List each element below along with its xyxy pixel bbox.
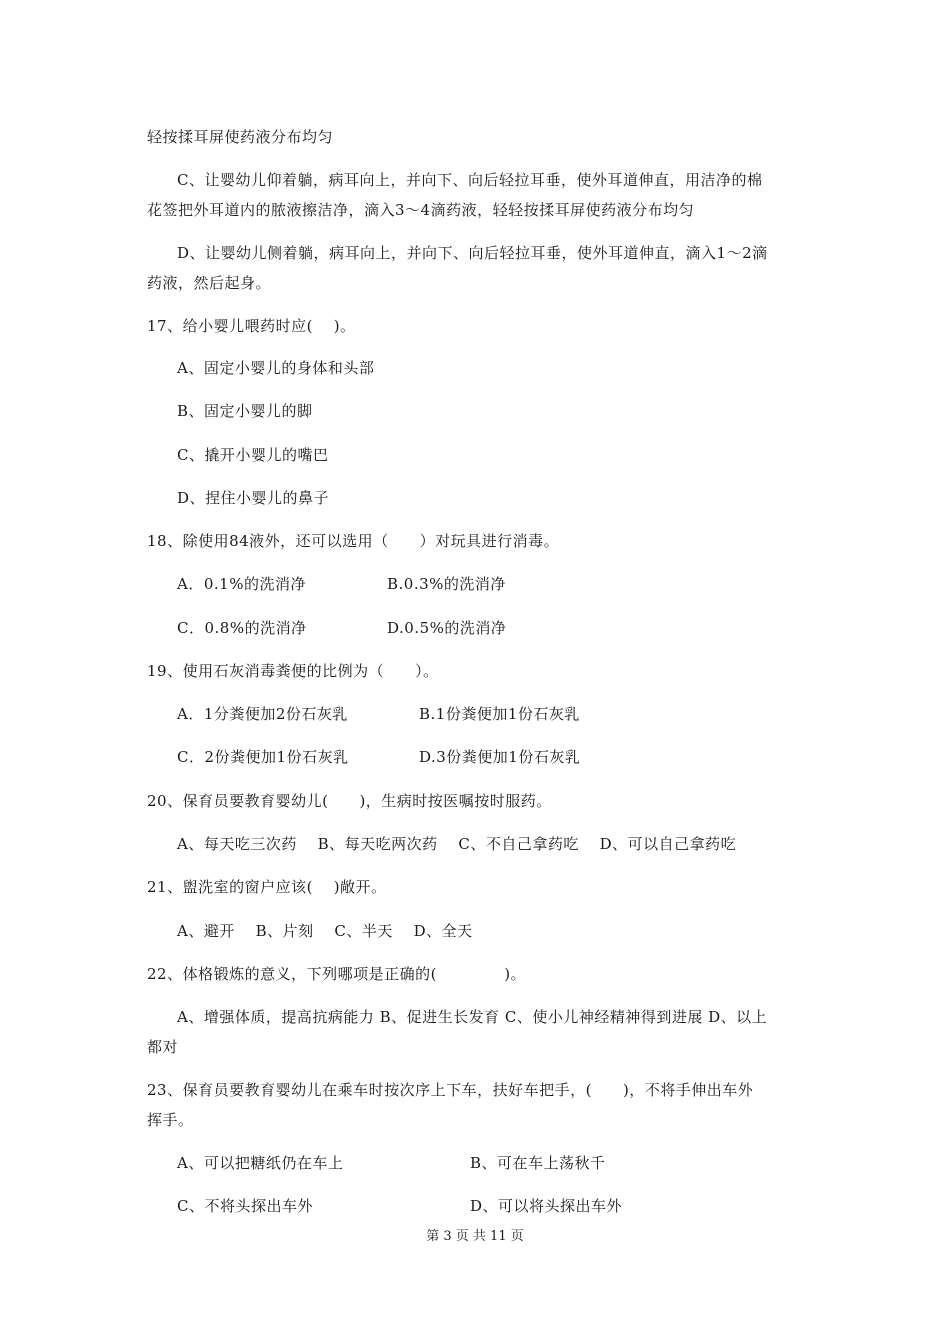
- q21-options: A、避开 B、片刻 C、半天 D、全天: [177, 922, 473, 940]
- question-19: 19、使用石灰消毒粪便的比例为（ ）。: [147, 662, 439, 680]
- question-21: 21、盥洗室的窗户应该( )敞开。: [147, 878, 387, 896]
- question-18: 18、除使用84液外，还可以选用（ ）对玩具进行消毒。: [147, 532, 560, 550]
- option-d-line-1: D、让婴幼儿侧着躺，病耳向上，并向下、向后轻拉耳垂，使外耳道伸直，滴入1～2滴: [177, 244, 768, 262]
- q23-option-b: B、可在车上荡秋千: [470, 1154, 606, 1172]
- q22-options-line-1: A、增强体质，提高抗病能力 B、促进生长发育 C、使小儿神经精神得到进展 D、以上: [177, 1008, 768, 1026]
- q17-option-c: C、撬开小婴儿的嘴巴: [177, 446, 329, 464]
- q19-option-a: A．1分粪便加2份石灰乳: [177, 705, 348, 723]
- option-c-line-1: C、让婴幼儿仰着躺，病耳向上，并向下、向后轻拉耳垂，使外耳道伸直，用洁净的棉: [177, 171, 763, 189]
- question-17: 17、给小婴儿喂药时应( )。: [147, 317, 356, 335]
- q19-option-d: D.3份粪便加1份石灰乳: [419, 748, 581, 766]
- q17-option-d: D、捏住小婴儿的鼻子: [177, 489, 330, 507]
- q22-options-line-2: 都对: [147, 1038, 179, 1056]
- q20-options: A、每天吃三次药 B、每天吃两次药 C、不自己拿药吃 D、可以自己拿药吃: [177, 835, 737, 853]
- q23-option-d: D、可以将头探出车外: [470, 1197, 623, 1215]
- q17-option-a: A、固定小婴儿的身体和头部: [177, 359, 375, 377]
- q23-option-c: C、不将头探出车外: [177, 1197, 313, 1215]
- q19-option-c: C．2份粪便加1份石灰乳: [177, 748, 349, 766]
- option-c-line-2: 花签把外耳道内的脓液擦洁净，滴入3～4滴药液，轻轻按揉耳屏使药液分布均匀: [147, 201, 695, 219]
- question-23-line-1: 23、保育员要教育婴幼儿在乘车时按次序上下车，扶好车把手，( )，不将手伸出车外: [147, 1081, 754, 1099]
- continuation-line: 轻按揉耳屏使药液分布均匀: [147, 128, 334, 146]
- page-footer: 第 3 页 共 11 页: [426, 1229, 524, 1244]
- q18-option-d: D.0.5%的洗消净: [387, 619, 507, 637]
- question-23-line-2: 挥手。: [147, 1111, 194, 1129]
- question-22: 22、体格锻炼的意义，下列哪项是正确的( )。: [147, 965, 527, 983]
- q18-option-c: C．0.8%的洗消净: [177, 619, 307, 637]
- option-d-line-2: 药液，然后起身。: [147, 274, 272, 292]
- q19-option-b: B.1份粪便加1份石灰乳: [419, 705, 580, 723]
- q17-option-b: B、固定小婴儿的脚: [177, 402, 313, 420]
- q18-option-b: B.0.3%的洗消净: [387, 575, 506, 593]
- q23-option-a: A、可以把糖纸仍在车上: [177, 1154, 344, 1172]
- q18-option-a: A．0.1%的洗消净: [177, 575, 306, 593]
- question-20: 20、保育员要教育婴幼儿( )，生病时按医嘱按时服药。: [147, 792, 552, 810]
